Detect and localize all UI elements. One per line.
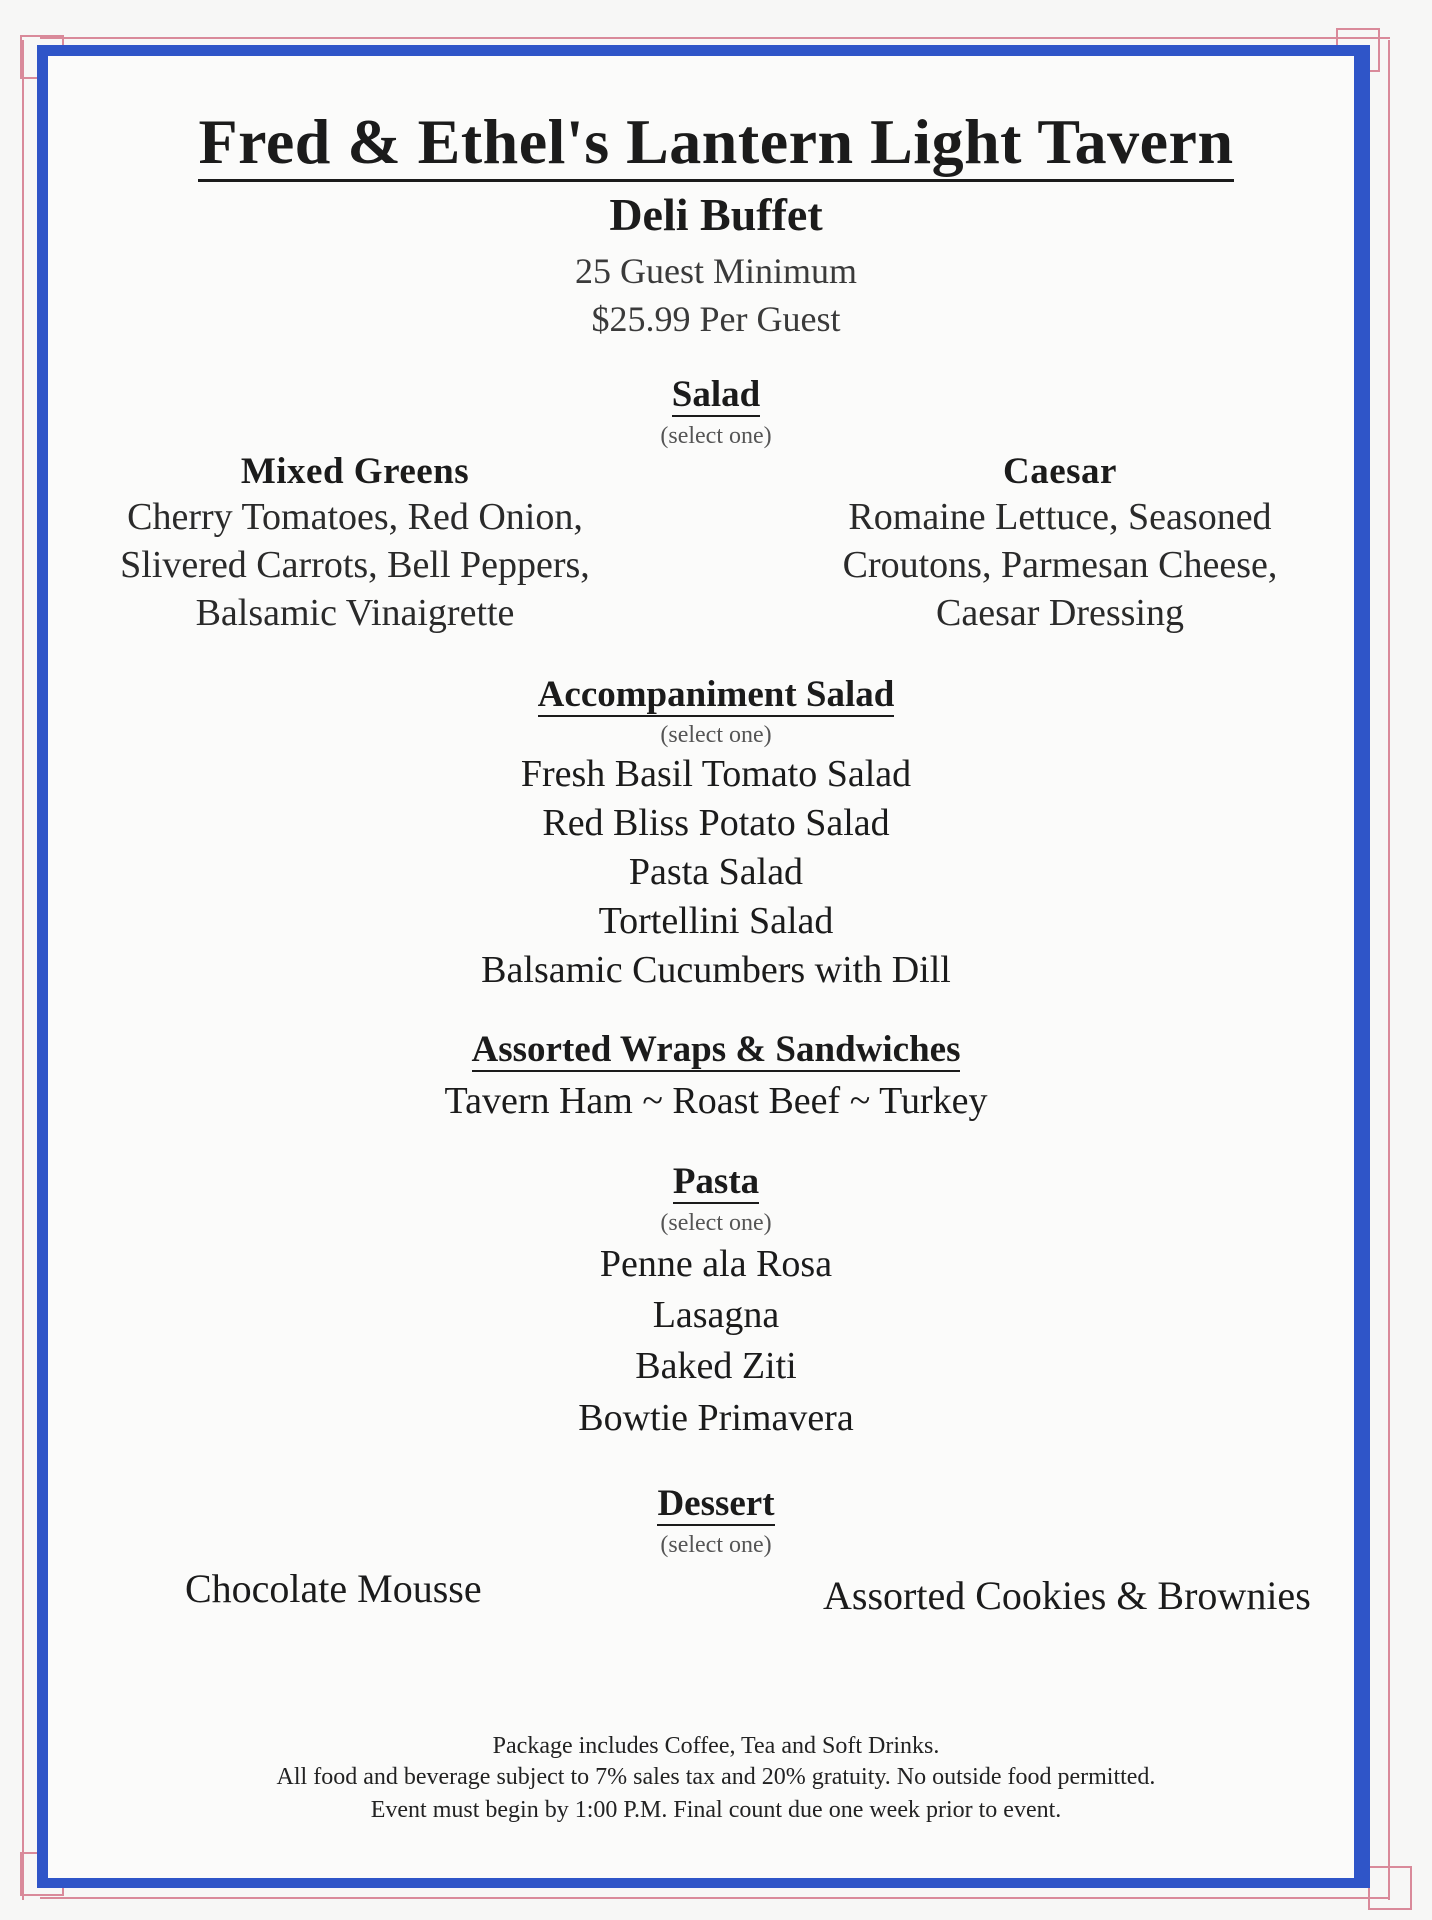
pasta-item: Penne ala Rosa: [599, 1243, 833, 1285]
salad-option-mixed-greens: [60, 450, 650, 637]
wraps-heading: Assorted Wraps & Sandwiches: [471, 1029, 961, 1070]
accompaniment-heading: Accompaniment Salad: [537, 674, 895, 715]
dessert-item: Chocolate Mousse: [185, 1566, 482, 1611]
footer-line: All food and beverage subject to 7% sales tax and 20% gratuity. No outside food permitted.: [276, 1764, 1156, 1790]
footer-line: Package includes Coffee, Tea and Soft Drinks.: [492, 1733, 940, 1759]
footer-line: Event must begin by 1:00 P.M. Final count due one week prior to event.: [370, 1797, 1062, 1823]
menu-subtitle: Deli Buffet: [609, 189, 823, 240]
pasta-item: Lasagna: [652, 1294, 780, 1336]
salad-option-line: Slivered Carrots, Bell Peppers,: [120, 544, 590, 586]
salad-option-caesar: [770, 450, 1350, 637]
salad-note: (select one): [660, 423, 772, 449]
salad-option-line: Balsamic Vinaigrette: [195, 592, 515, 634]
salad-option-line: Romaine Lettuce, Seasoned: [848, 496, 1272, 538]
accompaniment-item: Fresh Basil Tomato Salad: [520, 753, 912, 795]
pasta-note: (select one): [660, 1210, 772, 1236]
accompaniment-note: (select one): [660, 722, 772, 748]
wraps-items: Tavern Ham ~ Roast Beef ~ Turkey: [444, 1080, 988, 1122]
salad-option-name: Caesar: [1003, 451, 1117, 492]
pasta-item: Baked Ziti: [635, 1345, 797, 1387]
salad-option-line: Cherry Tomatoes, Red Onion,: [127, 496, 583, 538]
pasta-heading: Pasta: [672, 1161, 760, 1202]
accompaniment-item: Pasta Salad: [628, 851, 804, 893]
accompaniment-item: Balsamic Cucumbers with Dill: [481, 949, 951, 991]
salad-option-line: Caesar Dressing: [936, 592, 1184, 634]
price-per-guest: $25.99 Per Guest: [591, 299, 841, 339]
salad-heading: Salad: [671, 374, 761, 415]
dessert-heading: Dessert: [657, 1483, 775, 1524]
dessert-item: Assorted Cookies & Brownies: [823, 1573, 1311, 1618]
menu-title: Fred & Ethel's Lantern Light Tavern: [0, 105, 1432, 179]
dessert-note: (select one): [660, 1532, 772, 1558]
salad-option-name: Mixed Greens: [240, 451, 470, 492]
pasta-item: Bowtie Primavera: [578, 1397, 854, 1439]
salad-option-line: Croutons, Parmesan Cheese,: [842, 544, 1278, 586]
guest-minimum: 25 Guest Minimum: [574, 251, 857, 291]
accompaniment-item: Red Bliss Potato Salad: [542, 802, 890, 844]
accompaniment-item: Tortellini Salad: [598, 900, 834, 942]
